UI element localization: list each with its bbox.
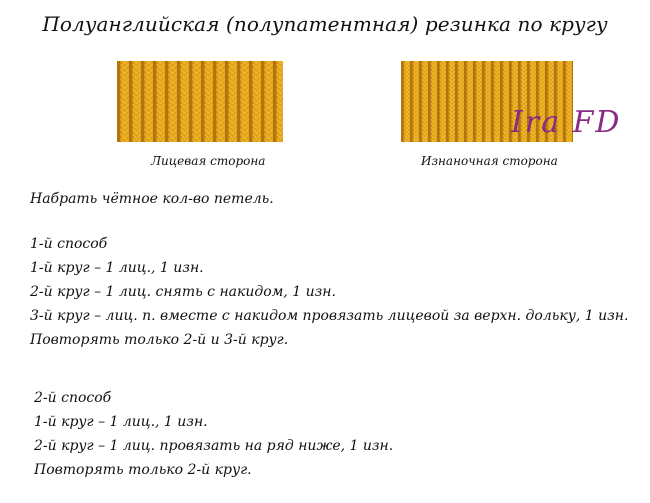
page-title: Полуанглийская (полупатентная) резинка по кругу [42,12,608,36]
method1-heading: 1-й способ [30,236,108,252]
front-swatch-graphic [117,61,283,142]
method2-repeat: Повторять только 2-й круг. [34,462,252,478]
method2-row: 1-й круг – 1 лиц., 1 изн. [34,414,208,430]
watermark: Ira FD [511,105,622,140]
back-caption: Изнаночная сторона [421,154,558,168]
front-caption: Лицевая сторона [151,154,266,168]
method1-repeat: Повторять только 2-й и 3-й круг. [30,332,289,348]
method1-row: 2-й круг – 1 лиц. снять с накидом, 1 изн. [30,284,336,300]
knit-front-swatch-image [117,61,283,142]
method2-heading: 2-й способ [34,390,112,406]
method1-row: 3-й круг – лиц. п. вместе с накидом провязать лицевой за верхн. дольку, 1 изн. [30,308,629,324]
method2-row: 2-й круг – 1 лиц. провязать на ряд ниже, 1 изн. [34,438,394,454]
intro-text: Набрать чётное кол-во петель. [30,191,274,207]
method1-row: 1-й круг – 1 лиц., 1 изн. [30,260,204,276]
